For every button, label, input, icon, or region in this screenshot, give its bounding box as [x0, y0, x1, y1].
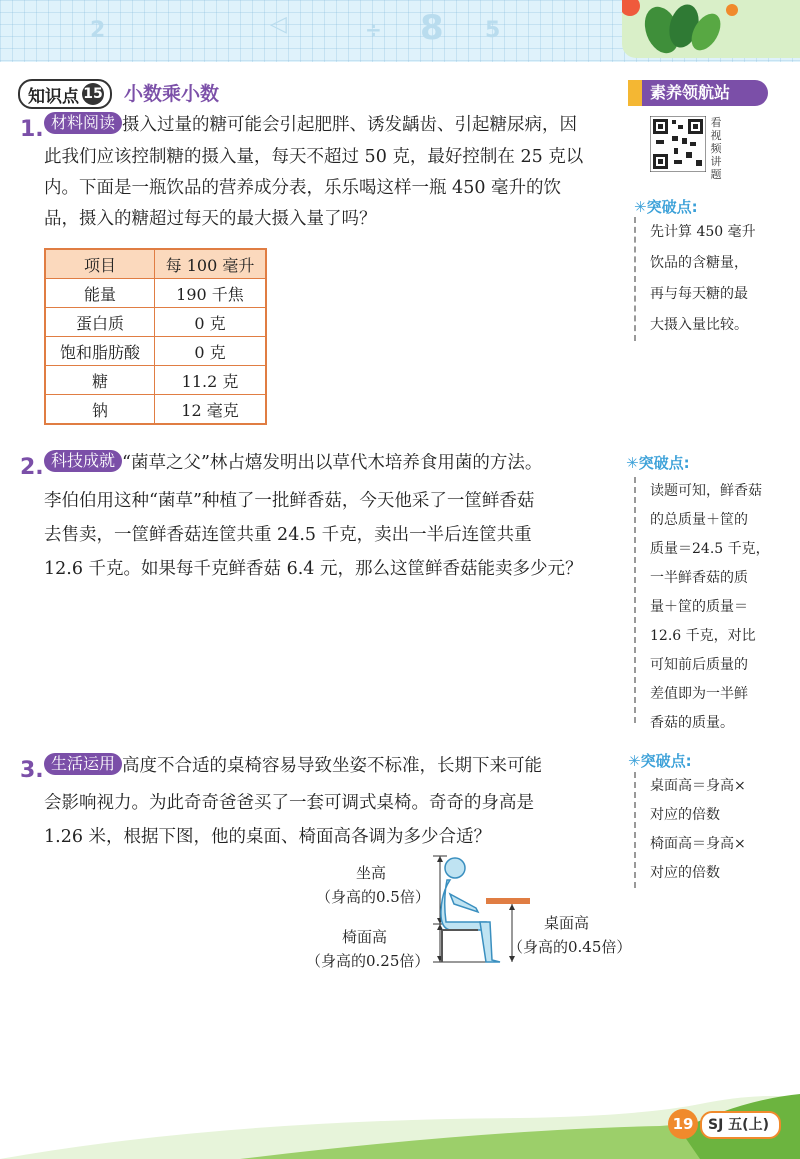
tip-3-line: 对应的倍数: [650, 865, 720, 881]
question-3-line: 会影响视力。为此奇奇爸爸买了一套可调式桌椅。奇奇的身高是: [44, 793, 534, 813]
knowledge-point-number: 15: [82, 83, 104, 105]
decor-digit-icon: 8: [420, 8, 444, 48]
question-3-text: [44, 751, 542, 782]
sit-height-label: 坐高: [356, 864, 387, 882]
question-2-number: 2.: [20, 455, 44, 480]
question-2-text-rest: [44, 484, 582, 586]
table-row: [45, 308, 266, 337]
sit-height-ratio: （身高的0.5倍）: [316, 888, 430, 906]
table-cell: 0 克: [155, 337, 267, 366]
tip-2-line: 读题可知，鲜香菇: [650, 483, 762, 499]
decor-digit-icon: 5: [485, 18, 501, 43]
section-title: 小数乘小数: [124, 83, 220, 105]
tip-3-line: 桌面高＝身高×: [650, 778, 746, 794]
tip-1-line: 大摄入量比较。: [650, 317, 748, 333]
question-2-line: 科技成就 “菌草之父”林占熺发明出以草代木培养食用菌的方法。: [44, 448, 542, 479]
chair-height-ratio: （身高的0.25倍）: [306, 952, 430, 970]
table-cell: 糖: [45, 366, 155, 395]
decor-triangle-icon: ◁: [270, 12, 287, 37]
question-3-tag: 生活运用: [44, 753, 122, 775]
tip-2-label: ✳突破点:: [626, 454, 690, 472]
question-1-text-rest: [44, 142, 583, 235]
question-3-line: 生活运用 高度不合适的桌椅容易导致坐姿不标准，长期下来可能: [44, 751, 542, 782]
knowledge-point-label: 知识点: [28, 86, 79, 107]
question-2-line: 李伯伯用这种“菌草”种植了一批鲜香菇，今天他采了一筐鲜香菇: [44, 491, 535, 511]
nutrition-table: [44, 248, 267, 425]
tip-1-line: 先计算 450 毫升: [650, 224, 756, 240]
qr-caption: 看视频讲题: [710, 116, 722, 181]
table-cell: 蛋白质: [45, 308, 155, 337]
tip-2-line: 质量＝24.5 千克，: [650, 541, 770, 557]
question-1-number: 1.: [20, 117, 44, 142]
tip-2-line: 可知前后质量的: [650, 657, 748, 673]
sidebar-header-stripe: [628, 80, 642, 106]
table-row: [45, 395, 266, 425]
question-1-tag: 材料阅读: [44, 112, 122, 134]
table-row: [45, 279, 266, 308]
table-header-cell: 每 100 毫升: [155, 249, 267, 279]
qr-code-icon[interactable]: [650, 116, 706, 172]
tip-3-line: 椅面高＝身高×: [650, 836, 746, 852]
table-header-cell: 项目: [45, 249, 155, 279]
chair-icon: [442, 930, 478, 962]
sparkle-icon: ✳: [628, 752, 641, 770]
question-2-line: 去售卖，一筐鲜香菇连筐共重 24.5 千克，卖出一半后连筐共重: [44, 525, 532, 545]
question-1-line: 内。下面是一瓶饮品的营养成分表，乐乐喝这样一瓶 450 毫升的饮: [44, 178, 562, 198]
tip-1-label: ✳突破点:: [634, 198, 698, 216]
tip-3-line: 对应的倍数: [650, 807, 720, 823]
decor-digit-icon: 2: [90, 18, 106, 43]
leaf-decoration-icon: [622, 0, 800, 58]
tip-2-line: 量＋筐的质量＝: [650, 599, 748, 615]
question-1-line: 品，摄入的糖超过每天的最大摄入量了吗？: [44, 209, 377, 229]
person-icon: [441, 858, 500, 962]
question-3-number: 3.: [20, 758, 44, 783]
question-2-text: [44, 448, 542, 479]
table-cell: 11.2 克: [155, 366, 267, 395]
decor-divide-icon: ÷: [365, 18, 382, 42]
desk-height-ratio: （身高的0.45倍）: [508, 938, 632, 956]
table-cell: 190 千焦: [155, 279, 267, 308]
tip-2-line: 一半鲜香菇的质: [650, 570, 748, 586]
sidebar-header: [628, 80, 768, 106]
table-row: [45, 366, 266, 395]
sidebar-header-label: 素养领航站: [650, 83, 731, 102]
table-cell: 饱和脂肪酸: [45, 337, 155, 366]
table-row: [45, 337, 266, 366]
page-number-badge: 19: [668, 1109, 698, 1139]
desk-height-label: 桌面高: [544, 914, 590, 932]
table-cell: 0 克: [155, 308, 267, 337]
question-1-line: 此我们应该控制糖的摄入量，每天不超过 50 克，最好控制在 25 克以: [44, 147, 584, 167]
tip-2-line: 差值即为一半鲜: [650, 686, 748, 702]
tip-2-line: 香菇的质量。: [650, 715, 734, 731]
table-cell: 能量: [45, 279, 155, 308]
question-1-line: 材料阅读 摄入过量的糖可能会引起肥胖、诱发龋齿、引起糖尿病，因: [44, 110, 577, 141]
tip-2-line: 的总质量＋筐的: [650, 512, 748, 528]
tip-1-line: 再与每天糖的最: [650, 286, 748, 302]
table-cell: 12 毫克: [155, 395, 267, 425]
tip-2-box: [634, 477, 770, 731]
tip-1-line: 饮品的含糖量，: [650, 255, 748, 271]
chair-height-label: 椅面高: [342, 928, 388, 946]
question-1-text: [44, 110, 577, 141]
grade-label: SJ 五(上): [700, 1111, 781, 1139]
question-2-tag: 科技成就: [44, 450, 122, 472]
question-2-line: 12.6 千克。如果每千克鲜香菇 6.4 元，那么这筐鲜香菇能卖多少元？: [44, 559, 583, 579]
top-right-decoration: [622, 0, 800, 58]
sparkle-icon: ✳: [626, 454, 639, 472]
table-cell: 钠: [45, 395, 155, 425]
tip-3-box: [634, 772, 746, 888]
tip-2-line: 12.6 千克，对比: [650, 628, 756, 644]
question-3-line: 1.26 米，根据下图，他的桌面、椅面高各调为多少合适？: [44, 827, 492, 847]
sparkle-icon: ✳: [634, 198, 647, 216]
knowledge-point-badge: [18, 79, 112, 109]
tip-3-label: ✳突破点:: [628, 752, 692, 770]
question-3-text-rest: [44, 786, 534, 854]
tip-1-box: [634, 217, 756, 341]
table-header-row: [45, 249, 266, 279]
